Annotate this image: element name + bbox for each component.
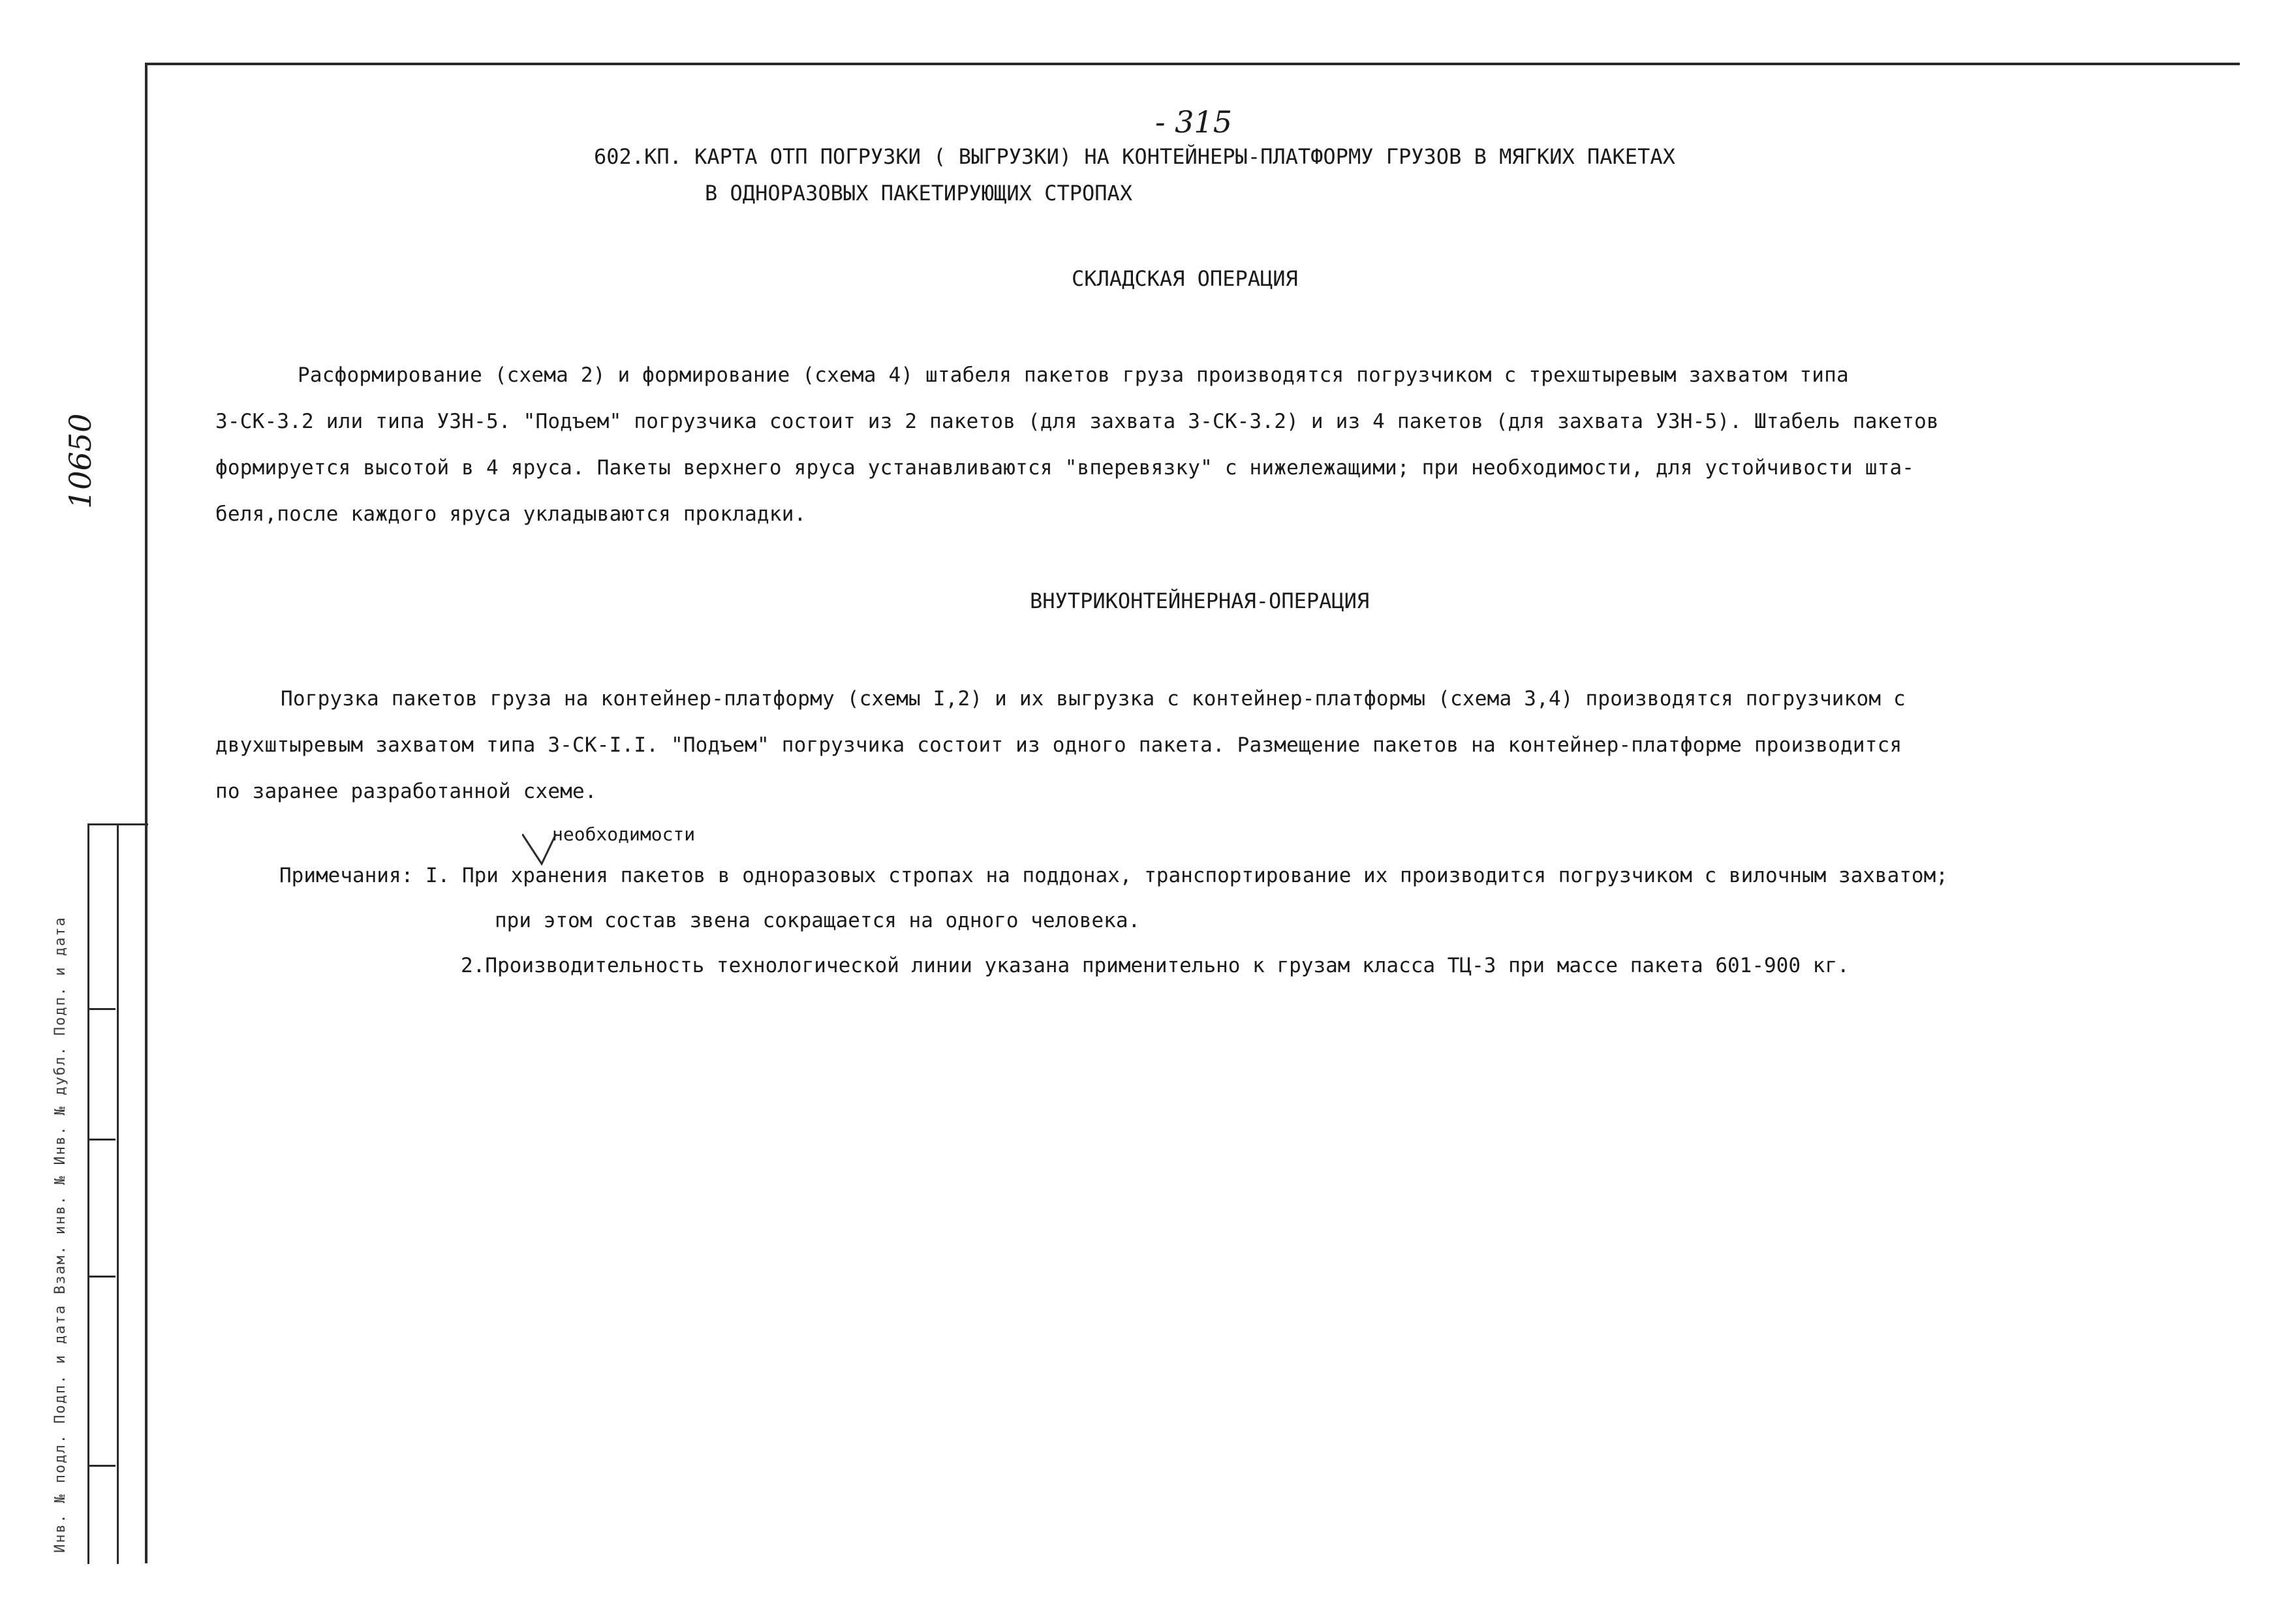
frame-top-line	[145, 63, 2240, 65]
paragraph-line: беля,после каждого яруса укладываются прокладки.	[215, 502, 807, 526]
handwritten-insertion: необходимости	[552, 823, 696, 845]
paragraph-line: по заранее разработанной схеме.	[215, 780, 597, 803]
title-line-1: 602.КП. КАРТА ОТП ПОГРУЗКИ ( ВЫГРУЗКИ) НА КОНТЕЙНЕРЫ-ПЛАТФОРМУ ГРУЗОВ В МЯГКИХ ПАКЕТАХ	[594, 144, 1675, 169]
document-title	[594, 138, 1675, 211]
approval-stamp-box	[87, 823, 148, 1564]
stamp-divider	[89, 1465, 116, 1467]
note-line-3: 2.Производительность технологической линии указана применительно к грузам класса ТЦ-3 при массе пакета 601-900 кг.	[461, 954, 1850, 977]
stamp-vertical-line	[117, 825, 119, 1564]
stamp-divider	[89, 1008, 116, 1010]
stamp-divider	[89, 1139, 116, 1141]
paragraph-line: Расформирование (схема 2) и формирование (схема 4) штабеля пакетов груза производятся погрузчиком с трехштыревым захватом типа	[298, 363, 1849, 387]
paragraph-intracontainer	[215, 676, 2206, 815]
note-line-2: при этом состав звена сокращается на одного человека.	[495, 909, 1141, 932]
paragraph-line: 3-СК-3.2 или типа УЗН-5. "Подъем" погрузчика состоит из 2 пакетов (для захвата 3-СК-3.2) и из 4 пакетов (для захвата УЗН-5). Штабель пакетов	[215, 410, 1939, 433]
page-number: - 315	[1155, 104, 1232, 140]
stamp-divider	[89, 1276, 116, 1278]
note-line-1: Примечания: I. При хранения пакетов в одноразовых стропах на поддонах, транспортирование их производится погрузчиком с вилочным захватом;	[279, 864, 1948, 887]
notes-block	[279, 853, 1948, 988]
section-heading-intracontainer: ВНУТРИКОНТЕЙНЕРНАЯ-ОПЕРАЦИЯ	[1030, 589, 1370, 613]
side-document-number: 10650	[63, 413, 98, 509]
title-line-2: В ОДНОРАЗОВЫХ ПАКЕТИРУЮЩИХ СТРОПАХ	[705, 181, 1133, 206]
paragraph-line: двухштыревым захватом типа 3-СК-I.I. "Подъем" погрузчика состоит из одного пакета. Размещение пакетов на контейнер-платформе производится	[215, 733, 1902, 757]
paragraph-line: Погрузка пакетов груза на контейнер-платформу (схемы I,2) и их выгрузка с контейнер-платформы (схема 3,4) производятся погрузчиком с	[281, 687, 1906, 711]
stamp-labels: Инв. № подл. Подп. и дата Взам. инв. № Инв. № дубл. Подп. и дата	[52, 916, 69, 1553]
section-heading-warehouse: СКЛАДСКАЯ ОПЕРАЦИЯ	[1072, 266, 1298, 291]
paragraph-warehouse	[215, 352, 2206, 538]
paragraph-line: формируется высотой в 4 яруса. Пакеты верхнего яруса устанавливаются "вперевязку" с нижележащими; при необходимости, для устойчивости шта-	[215, 456, 1915, 480]
